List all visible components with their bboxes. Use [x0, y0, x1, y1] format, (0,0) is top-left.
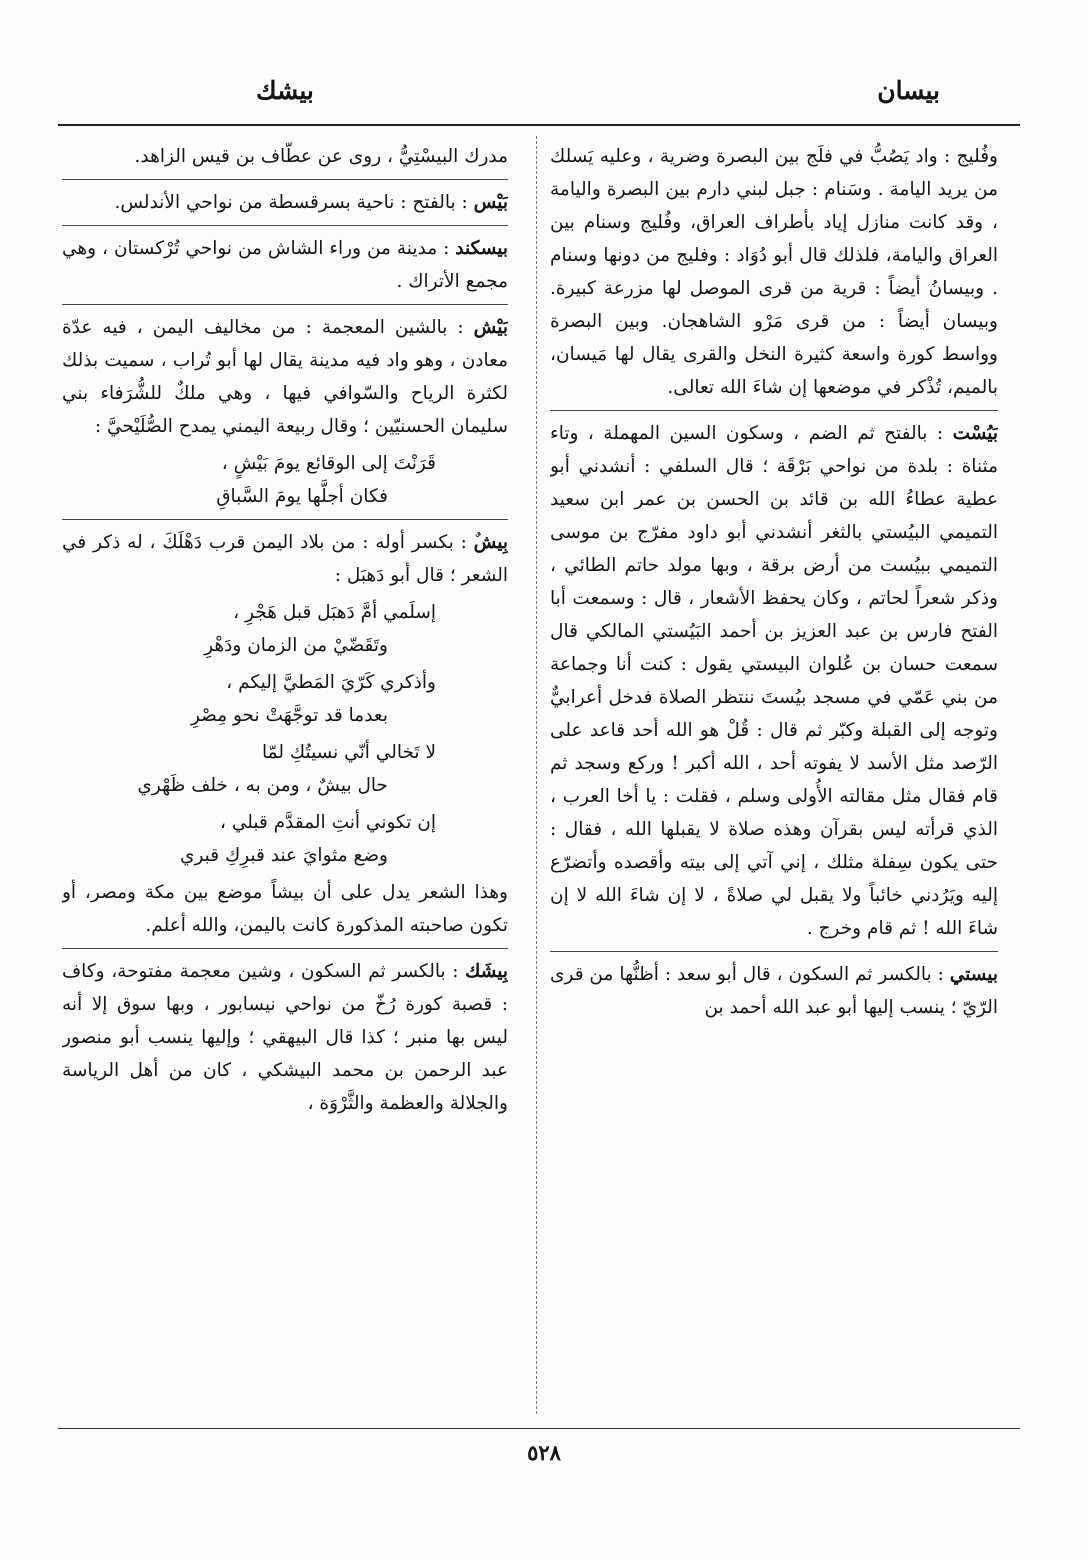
- verse: قَرَنْتَ إلى الوقائع يومَ بَيْشٍ ، فكان أجلَّها يومَ السَّباقِ: [216, 453, 436, 507]
- entry-bayskand: بيسكند : مدينة من وراء الشاش من نواحي تُرْكستان ، وهي مجمع الأتراك .: [62, 225, 508, 298]
- headword: بِيشَك: [465, 961, 508, 982]
- headword: بَيْش: [473, 317, 508, 338]
- entry-continuation: وفُليج : واد يَصُبُّ في فلَج بين البصرة وضرية ، وعليه يَسلك من يريد اليامة . وسَنام : جبل لبني دارم بين البصرة واليامة ، وقد كانت منازل إياد بأطراف العراق، وفُليج وسنام بين العراق واليامة، فلذلك قال أبو دُوَاد : وفليج من دونها وسنام . وبيسانُ أيضاً : قرية من قرى الموصل لها مزرعة كبيرة. وبيسان أيضاً : من قرى مَرْو الشاهجان. وبين البصرة وواسط كورة واسعة كثيرة النخل والقرى يقال لها مَيسان، بالميم، تُذْكر في موضعها إن شاءَ الله تعالى.: [550, 146, 998, 398]
- entry-continuation: مدرك البيسْتِيُّ ، روى عن عطّاف بن قيس الزاهد.: [134, 146, 508, 167]
- headword: بَيْس: [473, 192, 508, 213]
- verse: إن تكوني أنتِ المقدَّم قبلي ، وضع مثوايَ عند قبرِكِ قبري: [179, 812, 436, 866]
- right-column: [550, 140, 998, 1425]
- verse: وأذكري كَرّيَ المَطيَّ إليكم ، بعدما قد توجَّهَتْ نحو مِصْرِ: [190, 672, 436, 726]
- headword: بيسكند: [455, 238, 508, 259]
- page-number: ٥٢٨: [527, 1440, 561, 1465]
- entry-bish: بِيشٌ : بكسر أوله : من بلاد اليمن قرب دَهْلَكَ ، له ذكر في الشعر ؛ قال أبو دَهبَل : إسلَمي أمَّ دَهبَل قبل هَجْرِ ، وتَقَضّيْ من الزمان ودَهْرِ وأذكري كَرّيَ المَطيَّ إليكم ، بعدما قد توجَّهَتْ نحو مِصْرِ لا تَخالي أنّي نسيتُكِ لمّا حال بيشٌ ، ومن به ، خلف ظَهْري إن تكوني أنتِ المقدَّم قبلي ، وضع مثوايَ عند قبرِكِ قبري وهذا الشعر يدل على أن بيشاً موضع بين مكة ومصر، أو تكون صاحبته المذكورة كانت باليمن، والله أعلم.: [62, 519, 508, 942]
- column-divider: [536, 136, 537, 1414]
- headword: بيستي: [949, 964, 998, 985]
- entry-baysti: بيستي : بالكسر ثم السكون ، قال أبو سعد : أظنُّها من قرى الرّيّ ؛ ينسب إليها أبو عبد الله أحمد بن: [550, 951, 998, 1024]
- entry-bayust: بَيُسْت : بالفتح ثم الضم ، وسكون السين المهملة ، وتاء مثناة : بلدة من نواحي بَرْقَة ؛ قال السلفي : أنشدني أبو عطية عطاءُ الله بن قائد بن الحسن بن عمر ابن سعيد التميمي البيُستي بالثغر أنشدني أبو داود مفرّج بن موسى التميمي ببيُست من أرض برقة ، وبها مولد حاتم الطائي ، وذكر شعراً لحاتم ، وكان يحفظ الأشعار ، قال : وسمعت أبا الفتح فارس بن عبد العزيز بن أحمد البَيُستي المالكي قال سمعت حسان بن عُلوان البيستي يقول : كنت أنا وجماعة من بني عَمّي في مسجد بيُستَ ننتظر الصلاة فدخل أعرابيٌّ وتوجه إلى القبلة وكبّر ثم قال : قُلْ هو الله أحد قاعد على الرّصد مثل الأسد لا يفوته أحد ، الله أكبر ! وركع وسجد ثم قام فقال مثل مقالته الأُولى وسلم ، فقلت : يا أخا العرب ، الذي قرأته ليس بقرآن وهذه صلاة لا يقبلها الله ، فقال : حتى يكون سِفلة مثلك ، إني آتي إلى بيته وأقصده وأتضرّع إليه ويَرُدني خائباً ولا يقبل لي صلاةً ، لا إن شاءَ الله لا إن شاءَ الله ! ثم قام وخرج .: [550, 410, 998, 945]
- running-head-left: بيشك: [256, 76, 314, 105]
- running-head-right: بيسان: [877, 76, 940, 105]
- entry-bishak: بِيشَك : بالكسر ثم السكون ، وشين معجمة مفتوحة، وكاف : قصبة كورة رُخّ من نواحي نيسابور ، وبها سوق إلا أنه ليس بها منبر ؛ كذا قال البيهقي ؛ وإليها ينسب أبو منصور عبد الرحمن بن محمد البيشكي ، كان من أهل الرياسة والجلالة والعظمة والثَّرْوَة ،: [62, 948, 508, 1120]
- entry-baysh: بَيْش : بالشين المعجمة : من مخاليف اليمن ، فيه عدّة معادن ، وهو واد فيه مدينة يقال لها أبو تُراب ، سميت بذلك لكثرة الرياح والسّوافي فيها ، وهي ملكٌ للشُّرَفاء بني سليمان الحسنيّين ؛ وقال ربيعة اليمني يمدح الصُّلَيْحيَّ : قَرَنْتَ إلى الوقائع يومَ بَيْشٍ ، فكان أجلَّها يومَ السَّباقِ: [62, 304, 508, 513]
- verse: إسلَمي أمَّ دَهبَل قبل هَجْرِ ، وتَقَضّيْ من الزمان ودَهْرِ: [204, 602, 436, 656]
- headword: بِيش: [473, 532, 508, 553]
- footer-rule: [58, 1428, 1020, 1429]
- entry-bays: بَيْس : بالفتح : ناحية بسرقسطة من نواحي الأندلس.: [62, 179, 508, 219]
- left-column: [62, 140, 508, 1425]
- verse: لا تَخالي أنّي نسيتُكِ لمّا حال بيشٌ ، ومن به ، خلف ظَهْري: [137, 742, 436, 796]
- headword: بَيُسْت: [952, 423, 998, 444]
- header-rule: [58, 124, 1020, 126]
